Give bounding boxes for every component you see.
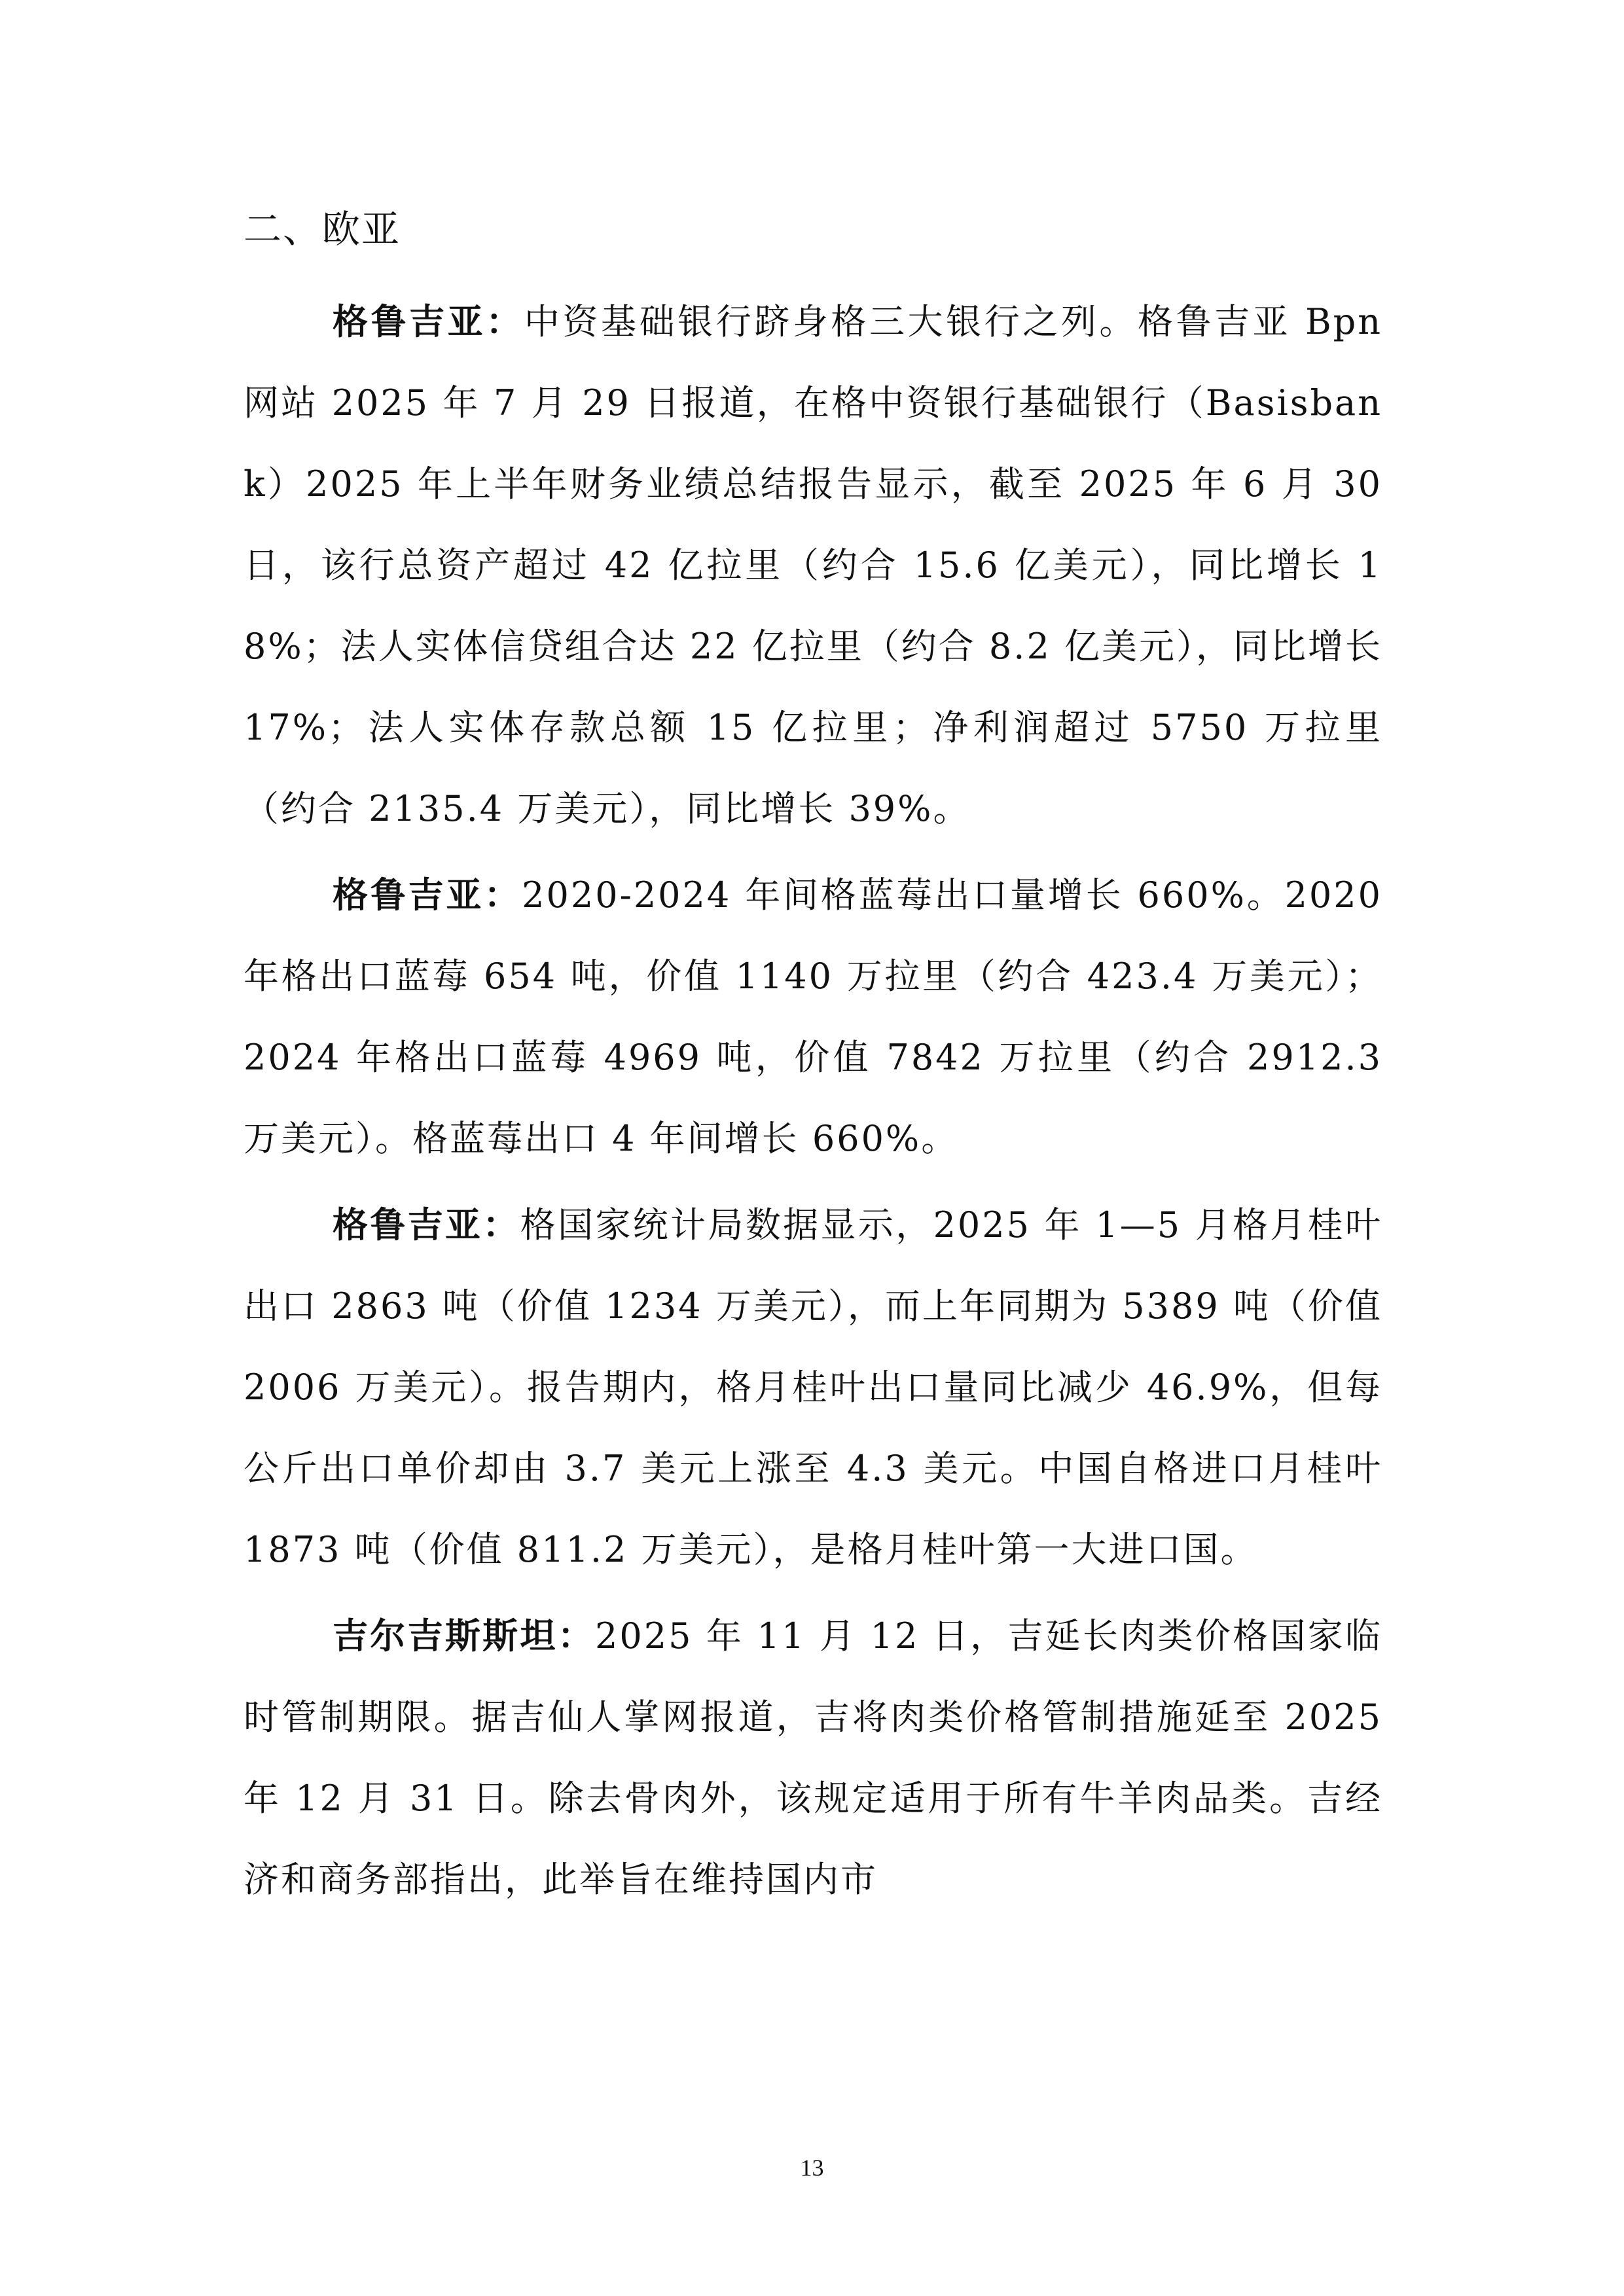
paragraph-text: 格国家统计局数据显示，2025 年 1—5 月格月桂叶出口 2863 吨（价值 1234 万美元），而上年同期为 5389 吨（价值 2006 万美元）。报告期内，格月桂叶出口量同比减少 46.9%，但每公斤出口单价却由 3.7 美元上涨至 4.3 美元。中国自格进口月桂叶 1873 吨（价值 811.2 万美元），是格月桂叶第一大进口国。 [244, 1204, 1383, 1570]
paragraph-georgia-blueberry [244, 855, 1382, 1179]
paragraph-lead: 格鲁吉亚： [333, 874, 522, 916]
paragraph-text: 2025 年 11 月 12 日，吉延长肉类价格国家临时管制期限。据吉仙人掌网报道，吉将肉类价格管制措施延至 2025 年 12 月 31 日。除去骨肉外，该规定适用于所有牛羊肉品类。吉经济和商务部指出，此举旨在维持国内市 [244, 1615, 1382, 1900]
section-heading: 二、欧亚 [244, 207, 401, 251]
paragraph-lead: 格鲁吉亚： [333, 301, 524, 342]
paragraph-georgia-bay-leaf [244, 1185, 1382, 1590]
paragraph-lead: 格鲁吉亚： [333, 1204, 520, 1246]
paragraph-lead: 吉尔吉斯斯坦： [333, 1615, 596, 1657]
page-content [244, 203, 1382, 1920]
paragraph-kyrgyzstan-meat-price [244, 1596, 1382, 1920]
paragraph-text: 2020-2024 年间格蓝莓出口量增长 660%。2020 年格出口蓝莓 654 吨，价值 1140 万拉里（约合 423.4 万美元）；2024 年格出口蓝莓 4969 吨，价值 7842 万拉里（约合 2912.3 万美元）。格蓝莓出口 4 年间增长 660%。 [244, 874, 1383, 1159]
paragraph-text: 中资基础银行跻身格三大银行之列。格鲁吉亚 Bpn 网站 2025 年 7 月 29 日报道，在格中资银行基础银行（Basisbank）2025 年上半年财务业绩总结报告显示，截至 2025 年 6 月 30 日，该行总资产超过 42 亿拉里（约合 15.6 亿美元），同比增长 18%；法人实体信贷组合达 22 亿拉里（约合 8.2 亿美元），同比增长 17%；法人实体存款总额 15 亿拉里；净利润超过 5750 万拉里（约合 2135.4 万美元），同比增长 39%。 [244, 301, 1383, 829]
paragraph-georgia-basisbank [244, 281, 1382, 850]
page-number: 13 [800, 2155, 824, 2181]
